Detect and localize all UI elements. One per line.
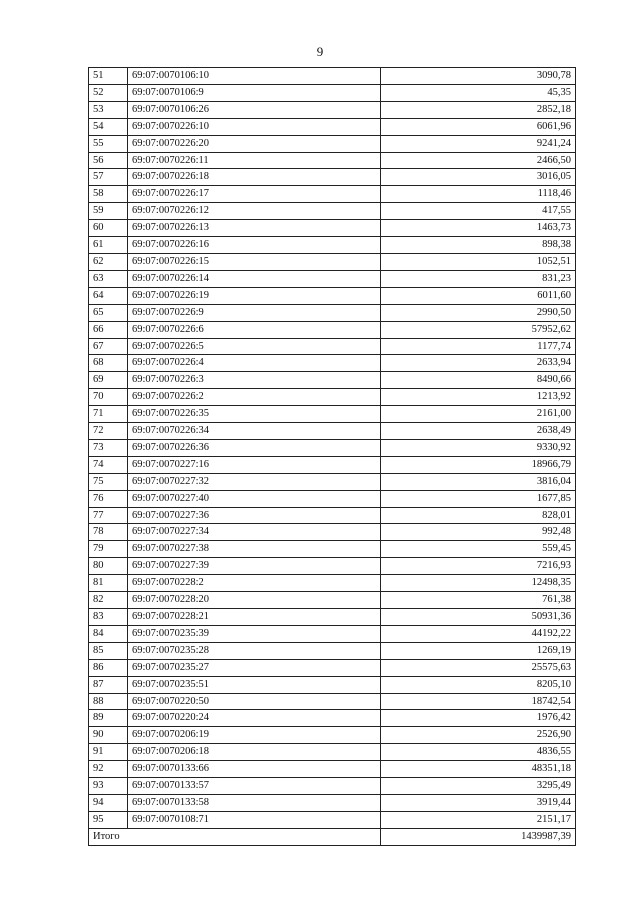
row-number-cell: 65 (89, 304, 128, 321)
cadastral-number-cell: 69:07:0070226:3 (128, 372, 381, 389)
cadastral-number-cell: 69:07:0070226:35 (128, 406, 381, 423)
cadastral-number-cell: 69:07:0070226:13 (128, 220, 381, 237)
table-row (89, 439, 576, 456)
area-value-cell: 2633,94 (381, 355, 576, 372)
table-row (89, 135, 576, 152)
table-row (89, 625, 576, 642)
cadastral-number-cell: 69:07:0070220:50 (128, 693, 381, 710)
cadastral-number-cell: 69:07:0070226:19 (128, 287, 381, 304)
table-row (89, 287, 576, 304)
row-number-cell: 76 (89, 490, 128, 507)
page-number: 9 (316, 44, 324, 59)
cadastral-number-cell: 69:07:0070226:9 (128, 304, 381, 321)
area-value-cell: 2990,50 (381, 304, 576, 321)
row-number-cell: 56 (89, 152, 128, 169)
area-value-cell: 3090,78 (381, 68, 576, 85)
row-number-cell: 52 (89, 84, 128, 101)
area-value-cell: 417,55 (381, 203, 576, 220)
row-number-cell: 85 (89, 642, 128, 659)
area-value-cell: 48351,18 (381, 761, 576, 778)
table-row (89, 406, 576, 423)
row-number-cell: 69 (89, 372, 128, 389)
row-number-cell: 78 (89, 524, 128, 541)
total-value: 1439987,39 (381, 828, 576, 845)
row-number-cell: 68 (89, 355, 128, 372)
table-row (89, 524, 576, 541)
row-number-cell: 94 (89, 794, 128, 811)
row-number-cell: 62 (89, 253, 128, 270)
row-number-cell: 75 (89, 473, 128, 490)
row-number-cell: 57 (89, 169, 128, 186)
row-number-cell: 53 (89, 101, 128, 118)
cadastral-number-cell: 69:07:0070228:21 (128, 609, 381, 626)
row-number-cell: 86 (89, 659, 128, 676)
area-value-cell: 8490,66 (381, 372, 576, 389)
table-row (89, 761, 576, 778)
row-number-cell: 61 (89, 237, 128, 254)
area-value-cell: 559,45 (381, 541, 576, 558)
table-row (89, 84, 576, 101)
cadastral-number-cell: 69:07:0070106:10 (128, 68, 381, 85)
area-value-cell: 1213,92 (381, 389, 576, 406)
table-body (89, 68, 576, 846)
parcel-table (88, 67, 576, 846)
cadastral-number-cell: 69:07:0070226:6 (128, 321, 381, 338)
cadastral-number-cell: 69:07:0070226:17 (128, 186, 381, 203)
area-value-cell: 3295,49 (381, 778, 576, 795)
row-number-cell: 70 (89, 389, 128, 406)
table-row (89, 744, 576, 761)
row-number-cell: 82 (89, 592, 128, 609)
cadastral-number-cell: 69:07:0070226:5 (128, 338, 381, 355)
table-row (89, 118, 576, 135)
row-number-cell: 58 (89, 186, 128, 203)
cadastral-number-cell: 69:07:0070228:2 (128, 575, 381, 592)
area-value-cell: 6061,96 (381, 118, 576, 135)
table-row (89, 490, 576, 507)
area-value-cell: 831,23 (381, 270, 576, 287)
cadastral-number-cell: 69:07:0070226:14 (128, 270, 381, 287)
area-value-cell: 18966,79 (381, 456, 576, 473)
cadastral-number-cell: 69:07:0070235:51 (128, 676, 381, 693)
row-number-cell: 81 (89, 575, 128, 592)
cadastral-number-cell: 69:07:0070226:18 (128, 169, 381, 186)
table-row (89, 203, 576, 220)
area-value-cell: 3816,04 (381, 473, 576, 490)
area-value-cell: 9330,92 (381, 439, 576, 456)
table-row (89, 220, 576, 237)
row-number-cell: 66 (89, 321, 128, 338)
row-number-cell: 74 (89, 456, 128, 473)
table-row (89, 727, 576, 744)
area-value-cell: 44192,22 (381, 625, 576, 642)
row-number-cell: 72 (89, 423, 128, 440)
table-row (89, 676, 576, 693)
area-value-cell: 1677,85 (381, 490, 576, 507)
area-value-cell: 761,38 (381, 592, 576, 609)
area-value-cell: 2161,00 (381, 406, 576, 423)
row-number-cell: 71 (89, 406, 128, 423)
cadastral-number-cell: 69:07:0070227:40 (128, 490, 381, 507)
area-value-cell: 2638,49 (381, 423, 576, 440)
table-row (89, 642, 576, 659)
table-row (89, 186, 576, 203)
area-value-cell: 2466,50 (381, 152, 576, 169)
row-number-cell: 91 (89, 744, 128, 761)
table-row (89, 778, 576, 795)
total-row (89, 828, 576, 845)
cadastral-number-cell: 69:07:0070226:2 (128, 389, 381, 406)
cadastral-number-cell: 69:07:0070133:57 (128, 778, 381, 795)
area-value-cell: 12498,35 (381, 575, 576, 592)
cadastral-number-cell: 69:07:0070226:4 (128, 355, 381, 372)
table-row (89, 321, 576, 338)
area-value-cell: 898,38 (381, 237, 576, 254)
cadastral-number-cell: 69:07:0070226:36 (128, 439, 381, 456)
area-value-cell: 3919,44 (381, 794, 576, 811)
area-value-cell: 6011,60 (381, 287, 576, 304)
area-value-cell: 828,01 (381, 507, 576, 524)
row-number-cell: 95 (89, 811, 128, 828)
cadastral-number-cell: 69:07:0070228:20 (128, 592, 381, 609)
area-value-cell: 1118,46 (381, 186, 576, 203)
area-value-cell: 7216,93 (381, 558, 576, 575)
row-number-cell: 79 (89, 541, 128, 558)
row-number-cell: 89 (89, 710, 128, 727)
row-number-cell: 84 (89, 625, 128, 642)
row-number-cell: 77 (89, 507, 128, 524)
table-row (89, 693, 576, 710)
total-label: Итого (89, 828, 381, 845)
table-row (89, 237, 576, 254)
table-row (89, 423, 576, 440)
cadastral-number-cell: 69:07:0070235:28 (128, 642, 381, 659)
cadastral-number-cell: 69:07:0070235:39 (128, 625, 381, 642)
table-row (89, 592, 576, 609)
table-row (89, 507, 576, 524)
table-row (89, 811, 576, 828)
table-row (89, 659, 576, 676)
area-value-cell: 25575,63 (381, 659, 576, 676)
table-row (89, 101, 576, 118)
area-value-cell: 1052,51 (381, 253, 576, 270)
area-value-cell: 45,35 (381, 84, 576, 101)
row-number-cell: 54 (89, 118, 128, 135)
table-row (89, 355, 576, 372)
row-number-cell: 59 (89, 203, 128, 220)
cadastral-number-cell: 69:07:0070227:36 (128, 507, 381, 524)
table-row (89, 253, 576, 270)
table-row (89, 794, 576, 811)
table-row (89, 338, 576, 355)
cadastral-number-cell: 69:07:0070227:34 (128, 524, 381, 541)
area-value-cell: 992,48 (381, 524, 576, 541)
table-row (89, 541, 576, 558)
cadastral-number-cell: 69:07:0070106:26 (128, 101, 381, 118)
row-number-cell: 88 (89, 693, 128, 710)
cadastral-number-cell: 69:07:0070226:10 (128, 118, 381, 135)
area-value-cell: 1269,19 (381, 642, 576, 659)
table-row (89, 609, 576, 626)
row-number-cell: 63 (89, 270, 128, 287)
area-value-cell: 1976,42 (381, 710, 576, 727)
table-row (89, 389, 576, 406)
cadastral-number-cell: 69:07:0070226:34 (128, 423, 381, 440)
cadastral-number-cell: 69:07:0070206:19 (128, 727, 381, 744)
cadastral-number-cell: 69:07:0070226:11 (128, 152, 381, 169)
table-row (89, 473, 576, 490)
cadastral-number-cell: 69:07:0070235:27 (128, 659, 381, 676)
row-number-cell: 90 (89, 727, 128, 744)
row-number-cell: 80 (89, 558, 128, 575)
cadastral-number-cell: 69:07:0070227:16 (128, 456, 381, 473)
cadastral-number-cell: 69:07:0070226:16 (128, 237, 381, 254)
table-row (89, 270, 576, 287)
area-value-cell: 4836,55 (381, 744, 576, 761)
cadastral-number-cell: 69:07:0070226:15 (128, 253, 381, 270)
area-value-cell: 2852,18 (381, 101, 576, 118)
cadastral-number-cell: 69:07:0070227:39 (128, 558, 381, 575)
row-number-cell: 51 (89, 68, 128, 85)
table-row (89, 710, 576, 727)
area-value-cell: 1177,74 (381, 338, 576, 355)
table-row (89, 68, 576, 85)
cadastral-number-cell: 69:07:0070106:9 (128, 84, 381, 101)
area-value-cell: 18742,54 (381, 693, 576, 710)
row-number-cell: 93 (89, 778, 128, 795)
area-value-cell: 3016,05 (381, 169, 576, 186)
row-number-cell: 92 (89, 761, 128, 778)
cadastral-number-cell: 69:07:0070226:12 (128, 203, 381, 220)
cadastral-number-cell: 69:07:0070227:32 (128, 473, 381, 490)
cadastral-number-cell: 69:07:0070133:58 (128, 794, 381, 811)
area-value-cell: 1463,73 (381, 220, 576, 237)
table-row (89, 575, 576, 592)
area-value-cell: 9241,24 (381, 135, 576, 152)
row-number-cell: 87 (89, 676, 128, 693)
cadastral-number-cell: 69:07:0070206:18 (128, 744, 381, 761)
row-number-cell: 73 (89, 439, 128, 456)
table-row (89, 304, 576, 321)
table-row (89, 558, 576, 575)
cadastral-number-cell: 69:07:0070133:66 (128, 761, 381, 778)
cadastral-number-cell: 69:07:0070226:20 (128, 135, 381, 152)
table-row (89, 152, 576, 169)
area-value-cell: 50931,36 (381, 609, 576, 626)
cadastral-number-cell: 69:07:0070227:38 (128, 541, 381, 558)
area-value-cell: 2526,90 (381, 727, 576, 744)
row-number-cell: 60 (89, 220, 128, 237)
row-number-cell: 67 (89, 338, 128, 355)
cadastral-number-cell: 69:07:0070220:24 (128, 710, 381, 727)
row-number-cell: 55 (89, 135, 128, 152)
table-row (89, 456, 576, 473)
row-number-cell: 83 (89, 609, 128, 626)
area-value-cell: 8205,10 (381, 676, 576, 693)
cadastral-number-cell: 69:07:0070108:71 (128, 811, 381, 828)
area-value-cell: 2151,17 (381, 811, 576, 828)
area-value-cell: 57952,62 (381, 321, 576, 338)
row-number-cell: 64 (89, 287, 128, 304)
table-row (89, 169, 576, 186)
table-row (89, 372, 576, 389)
